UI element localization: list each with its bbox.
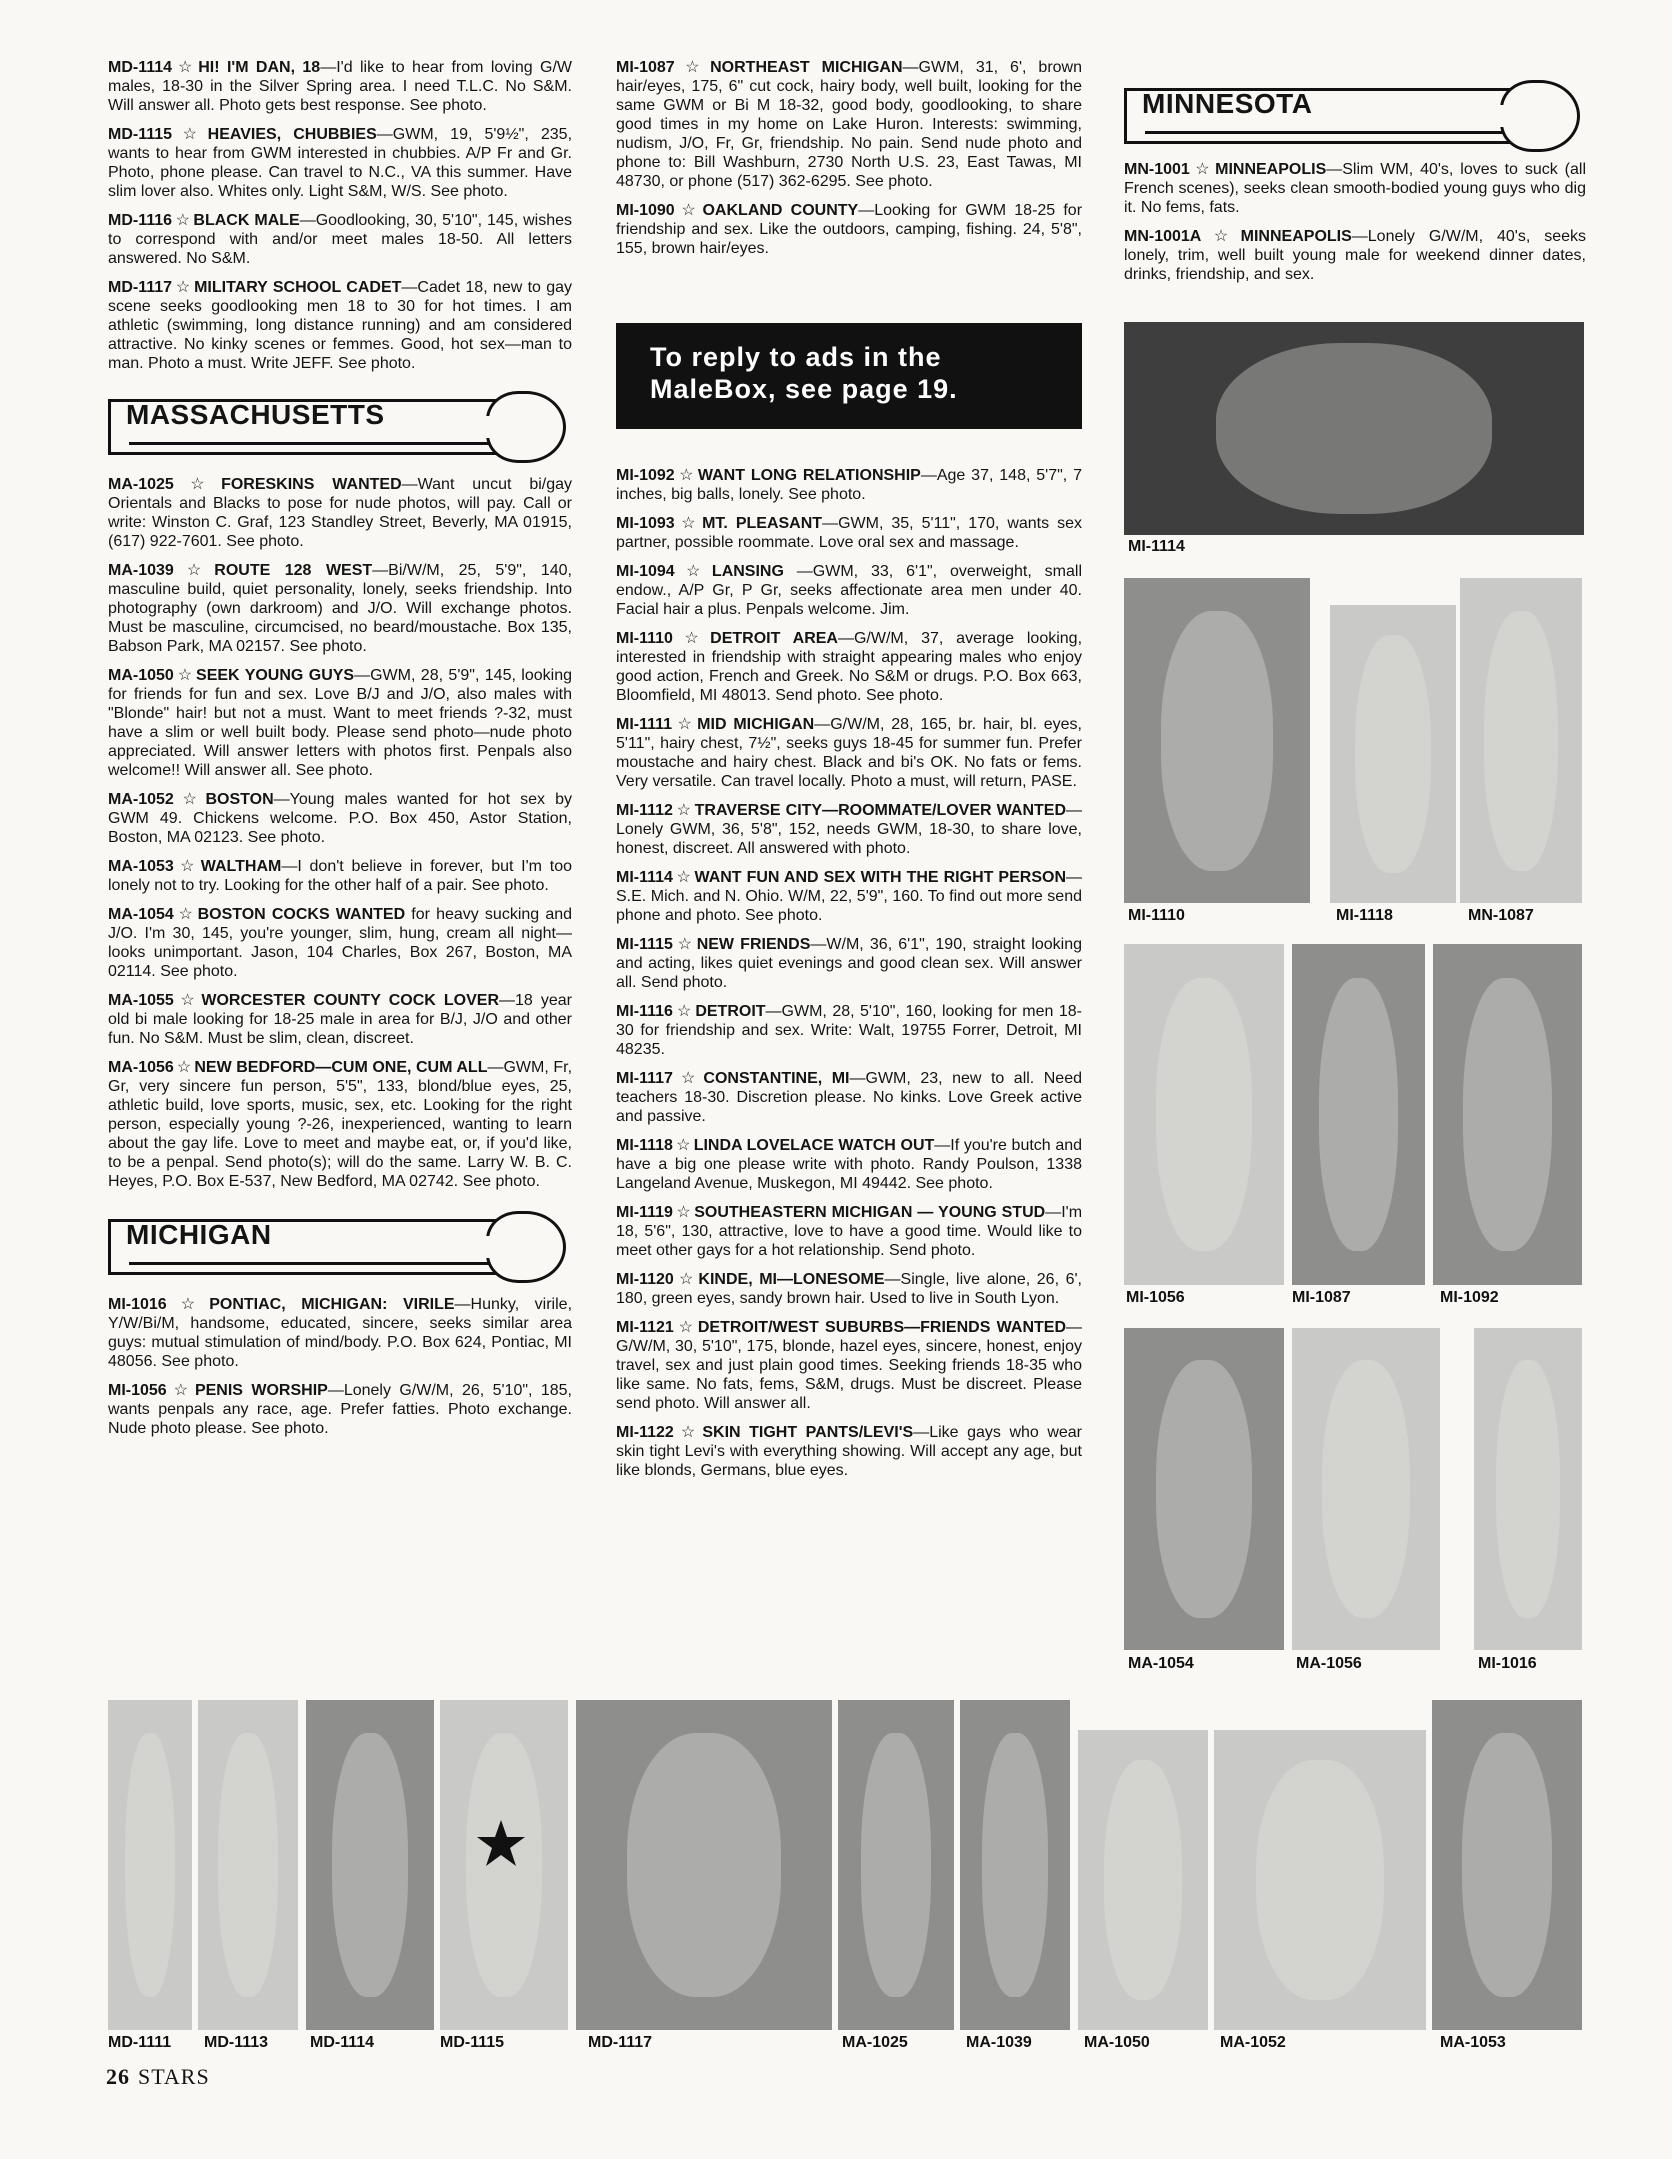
photo xyxy=(1124,944,1284,1285)
classified-ad xyxy=(616,1423,1082,1480)
star-icon: ☆ xyxy=(176,476,219,493)
classified-ad xyxy=(108,1295,572,1371)
ad-headline: NEW FRIENDS xyxy=(696,936,811,953)
left-column xyxy=(108,58,572,1448)
photo-caption: MD-1115 xyxy=(440,2034,505,2051)
ad-id: MD-1115 xyxy=(108,126,173,143)
star-icon: ☆ xyxy=(675,1003,693,1020)
classified-ad xyxy=(1124,227,1586,284)
ad-headline: HI! I'M DAN, 18 xyxy=(198,59,321,76)
ad-headline: WANT FUN AND SEX WITH THE RIGHT PERSON xyxy=(694,869,1067,886)
ad-headline: LINDA LOVELACE WATCH OUT xyxy=(693,1137,935,1154)
photo xyxy=(1432,1700,1582,2030)
magazine-name: STARS xyxy=(138,2064,210,2089)
photo xyxy=(1460,578,1582,903)
ad-id: MI-1112 xyxy=(616,802,673,819)
classified-ad xyxy=(108,857,572,895)
ad-headline: MINNEAPOLIS xyxy=(1215,161,1327,178)
ad-id: MI-1090 xyxy=(616,202,675,219)
ad-headline: HEAVIES, CHUBBIES xyxy=(207,126,377,143)
star-icon: ☆ xyxy=(675,630,708,647)
photo xyxy=(108,1700,192,2030)
ad-headline: FORESKINS WANTED xyxy=(221,476,402,493)
ad-body: —Lonely G/W/M, 40's, seeks lonely, trim, well built young male for weekend dinner dates, drinks, friendship, and sex. xyxy=(1124,228,1586,283)
ad-id: MI-1111 xyxy=(616,716,673,733)
photo-caption: MN-1087 xyxy=(1468,907,1534,924)
ad-body: —GWM, 28, 5'10", 160, looking for men 18-30 for friendship and sex. Write: Walt, 19755 Forrer, Detroit, MI 48235. xyxy=(616,1003,1083,1058)
photo xyxy=(1214,1730,1426,2030)
classified-ad xyxy=(616,935,1082,992)
photo xyxy=(1474,1328,1582,1650)
photo-caption: MA-1039 xyxy=(966,2034,1032,2051)
ad-headline: MT. PLEASANT xyxy=(702,515,823,532)
classified-ad xyxy=(108,125,572,201)
star-icon: ☆ xyxy=(675,869,692,886)
ad-body: —G/W/M, 37, average looking, interested in friendship with straight appearing males who enjoy good action, French and Greek. No S&M or drugs. P.O. Box 663, Bloomfield, MI 48013. Send photo. See photo. xyxy=(616,630,1083,704)
classified-ad xyxy=(616,466,1082,504)
ad-body: —Age 37, 148, 5'7", 7 inches, big balls, lonely. See photo. xyxy=(616,467,1082,503)
photo xyxy=(1078,1730,1208,2030)
classified-ad xyxy=(108,278,572,373)
ad-body: —Cadet 18, new to gay scene seeks goodlooking men 18 to 30 for hot times. I am athletic (swimming, long distance running) and am considered attractive. No kinky scenes or femmes. Good, hot sex—man to man. Photo a must. Write JEFF. See photo. xyxy=(108,279,572,372)
ad-headline: DETROIT/WEST SUBURBS—FRIENDS WANTED xyxy=(697,1319,1066,1336)
ad-headline: DETROIT xyxy=(695,1003,766,1020)
right-column xyxy=(1124,80,1586,294)
star-icon: ☆ xyxy=(176,562,212,579)
ad-headline: LANSING xyxy=(711,563,784,580)
classified-ad xyxy=(108,1058,572,1191)
ad-body: —GWM, Fr, Gr, very sincere fun person, 5'5", 133, blond/blue eyes, 25, athletic build, love sports, music, sex, etc. Looking for the right person, especially young ?-26, inexperienced, wanting to learn about the gay life. Love to meet and maybe eat, or, if you'd like, to be a penpal. Send photo(s); will do the same. Larry W. B. C. Heyes, P.O. Box E-537, New Bedford, MA 02742. See photo. xyxy=(108,1059,573,1190)
ad-id: MI-1116 xyxy=(616,1003,673,1020)
ad-headline: CONSTANTINE, MI xyxy=(703,1070,850,1087)
classified-ad xyxy=(616,801,1082,858)
star-icon: ☆ xyxy=(677,467,695,484)
ad-headline: MID MICHIGAN xyxy=(697,716,815,733)
ad-id: MI-1115 xyxy=(616,936,673,953)
ad-body: —W/M, 36, 6'1", 190, straight looking and acting, likes quiet evenings and good clean sex. Will answer all. Send photo. xyxy=(616,936,1083,991)
ad-id: MA-1055 xyxy=(108,992,174,1009)
photo-caption: MA-1025 xyxy=(842,2034,908,2051)
ad-id: MI-1056 xyxy=(108,1382,167,1399)
star-icon: ☆ xyxy=(675,716,695,733)
ad-body: —Hunky, virile, Y/W/Bi/M, handsome, educated, sincere, seeks similar area guys: mutual stimulation of mind/body. P.O. Box 624, Pontiac, MI 48056. See photo. xyxy=(108,1296,573,1370)
ad-body: —GWM, 23, new to all. Need teachers 18-30. Discretion please. No kinks. Love Greek active and passive. xyxy=(616,1070,1082,1125)
ad-id: MI-1120 xyxy=(616,1271,674,1288)
photo-caption: MA-1056 xyxy=(1296,1655,1362,1672)
ad-headline: NORTHEAST MICHIGAN xyxy=(710,59,903,76)
photo-caption: MI-1092 xyxy=(1440,1289,1499,1306)
star-icon: ☆ xyxy=(175,59,196,76)
ad-body: —Looking for GWM 18-25 for friendship and sex. Like the outdoors, camping, fishing. 24, 5'8", 155, brown hair/eyes. xyxy=(616,202,1083,257)
section-header-minnesota xyxy=(1124,80,1586,142)
ad-headline: MINNEAPOLIS xyxy=(1240,228,1352,245)
reply-notice-line-2: MaleBox, see page 19. xyxy=(650,374,958,404)
ad-headline: SKIN TIGHT PANTS/LEVI'S xyxy=(702,1424,914,1441)
photo xyxy=(1433,944,1582,1285)
ad-headline: OAKLAND COUNTY xyxy=(702,202,859,219)
ad-id: MI-1117 xyxy=(616,1070,673,1087)
ad-body: —Young males wanted for hot sex by GWM 49. Chickens welcome. P.O. Box 450, Astor Station, Boston, MA 02123. See photo. xyxy=(108,791,573,846)
classified-ad xyxy=(616,201,1082,258)
star-icon: ☆ xyxy=(169,1296,207,1313)
star-icon: ☆ xyxy=(1192,161,1213,178)
photo-caption: MI-1016 xyxy=(1478,1655,1537,1672)
classified-ad xyxy=(108,211,572,268)
ad-body: —If you're butch and have a big one please write with photo. Randy Poulson, 1338 Langeland Avenue, Muskegon, MI 49442. See photo. xyxy=(616,1137,1083,1192)
ad-id: MI-1119 xyxy=(616,1204,673,1221)
classified-ad xyxy=(616,629,1082,705)
reply-notice-box xyxy=(616,323,1082,429)
ad-body: —S.E. Mich. and N. Ohio. W/M, 22, 5'9", 160. To find out more send phone and photo. See photo. xyxy=(616,869,1083,924)
photo-caption: MI-1087 xyxy=(1292,1289,1351,1306)
ad-body: —I don't believe in forever, but I'm too lonely not to try. Looking for the other half of a pair. See photo. xyxy=(108,858,572,894)
classified-ad xyxy=(108,561,572,656)
classified-ad xyxy=(108,58,572,115)
classified-ad xyxy=(616,562,1082,619)
photo xyxy=(838,1700,954,2030)
ad-body: —GWM, 28, 5'9", 145, looking for friends for fun and sex. Love B/J and J/O, also males with "Blonde" hair! but not a must. Want to meet friends ?-32, must have a slim or well built body. Please send photo—nude photo appreciated. Will answer letters with photos first. Penpals also welcome!! Will answer all. See photo. xyxy=(108,667,572,779)
ad-body: —Bi/W/M, 25, 5'9", 140, masculine build, quiet personality, lonely, seeks friendship. Into photography (own darkroom) and J/O. Will exchange photos. Must be masculine, circumcised, no beard/moustache. Box 135, Babson Park, MA 02157. See photo. xyxy=(108,562,573,655)
ad-id: MI-1016 xyxy=(108,1296,167,1313)
ad-id: MI-1121 xyxy=(616,1319,674,1336)
ad-id: MI-1118 xyxy=(616,1137,673,1154)
middle-column xyxy=(616,58,1082,268)
star-icon: ☆ xyxy=(176,858,198,875)
photo xyxy=(1330,605,1456,903)
ad-body: —Lonely G/W/M, 26, 5'10", 185, wants penpals any race, age. Prefer fatties. Photo exchange. Nude photo please. See photo. xyxy=(108,1382,573,1437)
classified-ad xyxy=(616,1136,1082,1193)
page-footer xyxy=(106,2064,210,2090)
ad-id: MI-1087 xyxy=(616,59,675,76)
classified-ad xyxy=(108,905,572,981)
photo xyxy=(306,1700,434,2030)
section-knob xyxy=(1500,80,1580,152)
star-icon: ☆ xyxy=(675,1204,692,1221)
photo xyxy=(440,1700,568,2030)
ad-headline: KINDE, MI—LONESOME xyxy=(698,1271,885,1288)
section-header-massachusetts xyxy=(108,391,572,453)
star-icon: ☆ xyxy=(675,802,692,819)
ad-body: —GWM, 31, 6', brown hair/eyes, 175, 6" cut cock, hairy body, well built, looking for the same GWM or Bi M 18-32, good body, goodlooking, to share good times in my home on Lake Huron. Interests: swimming, nudism, J/O, Fr, Gr, friendship. No pain. Send nude photo and phone to: Bill Washburn, 2730 North U.S. 23, East Tawas, MI 48730, or phone (517) 362-6295. See photo. xyxy=(616,59,1082,190)
ad-headline: TRAVERSE CITY—ROOMMATE/LOVER WANTED xyxy=(694,802,1067,819)
ad-headline: SOUTHEASTERN MICHIGAN — YOUNG STUD xyxy=(694,1204,1046,1221)
section-title: MASSACHUSETTS xyxy=(126,399,385,430)
ad-id: MI-1094 xyxy=(616,563,675,580)
classified-ad xyxy=(616,1069,1082,1126)
classified-ad xyxy=(108,475,572,551)
classified-ad xyxy=(1124,160,1586,217)
photo-caption: MA-1054 xyxy=(1128,1655,1194,1672)
classified-ad xyxy=(616,1318,1082,1413)
ad-body: —Like gays who wear skin tight Levi's with everything showing. Will accept any age, but like blonds, Germans, blue eyes. xyxy=(616,1424,1083,1479)
classified-ad xyxy=(108,790,572,847)
ad-id: MA-1025 xyxy=(108,476,174,493)
photo xyxy=(576,1700,832,2030)
classified-ad xyxy=(616,868,1082,925)
ad-headline: NEW BEDFORD—CUM ONE, CUM ALL xyxy=(194,1059,488,1076)
ad-id: MA-1053 xyxy=(108,858,174,875)
star-icon: ☆ xyxy=(1204,228,1238,245)
photo xyxy=(1292,944,1425,1285)
photo-caption: MI-1118 xyxy=(1336,907,1393,924)
star-icon: ☆ xyxy=(676,1424,700,1441)
photo-caption: MA-1052 xyxy=(1220,2034,1286,2051)
section-title: MINNESOTA xyxy=(1142,88,1313,119)
classified-ad xyxy=(108,991,572,1048)
ad-id: MD-1116 xyxy=(108,212,173,229)
photo xyxy=(198,1700,298,2030)
ad-id: MN-1001 xyxy=(1124,161,1190,178)
ad-body: —GWM, 33, 6'1", overweight, small endow., A/P Gr, P Gr, seeks affectionate area men under 40. Facial hair a plus. Penpals welcome. Jim. xyxy=(616,563,1083,618)
ad-id: MI-1114 xyxy=(616,869,673,886)
classified-ad xyxy=(616,1270,1082,1308)
photo-caption: MI-1114 xyxy=(1128,538,1185,555)
ad-id: MA-1052 xyxy=(108,791,174,808)
star-icon: ☆ xyxy=(169,1382,192,1399)
reply-notice-line-1: To reply to ads in the xyxy=(650,342,942,372)
ad-headline: WALTHAM xyxy=(200,858,282,875)
ad-id: MA-1050 xyxy=(108,667,174,684)
section-knob xyxy=(486,391,566,463)
star-icon: ☆ xyxy=(675,936,694,953)
ad-body: —18 year old bi male looking for 18-25 male in area for B/J, J/O and other fun. No S&M. Must be slim, clean, discreet. xyxy=(108,992,573,1047)
ad-id: MA-1056 xyxy=(108,1059,174,1076)
section-header-michigan xyxy=(108,1211,572,1273)
ad-headline: BOSTON COCKS WANTED xyxy=(197,906,406,923)
photo-caption: MD-1111 xyxy=(108,2034,172,2051)
classified-ad xyxy=(616,1002,1082,1059)
ad-body: —GWM, 35, 5'11", 170, wants sex partner, possible roommate. Love oral sex and massage. xyxy=(616,515,1082,551)
star-icon: ☆ xyxy=(675,1137,691,1154)
photo-caption: MA-1050 xyxy=(1084,2034,1150,2051)
ad-body: —GWM, 19, 5'9½", 235, wants to hear from GWM interested in chubbies. A/P Fr and Gr. Photo, phone please. Can travel to N.C., VA this summer. Have slim lover also. Whites only. Light S&M, W/S. See photo. xyxy=(108,126,573,200)
ad-body: —G/W/M, 28, 165, br. hair, bl. eyes, 5'11", hairy chest, 7½", seeks guys 18-45 for summer fun. Prefer moustache and hairy chest. Black and bi's OK. No fats or fems. Very versatile. Can travel locally. Photo a must, will return, PASE. xyxy=(616,716,1082,790)
ad-headline: BOSTON xyxy=(205,791,274,808)
star-icon: ☆ xyxy=(175,126,205,143)
ad-body: —Single, live alone, 26, 6', 180, green eyes, sandy brown hair. Used to live in South Lyon. xyxy=(616,1271,1082,1307)
middle-column-lower xyxy=(616,466,1082,1490)
ad-headline: SEEK YOUNG GUYS xyxy=(196,667,355,684)
classified-ad xyxy=(616,1203,1082,1260)
section-title: MICHIGAN xyxy=(126,1219,272,1250)
ad-headline: BLACK MALE xyxy=(193,212,300,229)
photo-caption: MD-1113 xyxy=(204,2034,269,2051)
classified-ad xyxy=(616,514,1082,552)
ad-id: MD-1114 xyxy=(108,59,173,76)
ad-id: MI-1092 xyxy=(616,467,675,484)
star-icon: ☆ xyxy=(176,992,199,1009)
ad-id: MA-1054 xyxy=(108,906,174,923)
ad-headline: ROUTE 128 WEST xyxy=(214,562,373,579)
ad-body: —Goodlooking, 30, 5'10", 145, wishes to correspond with and/or meet males 18-50. All letters answered. No S&M. xyxy=(108,212,572,267)
star-icon: ☆ xyxy=(176,667,194,684)
photo-caption: MI-1110 xyxy=(1128,907,1185,924)
photo xyxy=(1124,1328,1284,1650)
photo xyxy=(1292,1328,1440,1650)
photo xyxy=(1124,322,1584,535)
star-icon: ☆ xyxy=(676,1319,695,1336)
photo-caption: MA-1053 xyxy=(1440,2034,1506,2051)
star-icon: ☆ xyxy=(677,515,700,532)
ad-headline: PENIS WORSHIP xyxy=(194,1382,328,1399)
ad-headline: DETROIT AREA xyxy=(710,630,838,647)
ad-id: MA-1039 xyxy=(108,562,174,579)
classified-ad xyxy=(616,58,1082,191)
star-icon: ☆ xyxy=(677,202,700,219)
ad-headline: WORCESTER COUNTY COCK LOVER xyxy=(201,992,500,1009)
ad-id: MN-1001A xyxy=(1124,228,1202,245)
ad-headline: WANT LONG RELATIONSHIP xyxy=(697,467,921,484)
photo xyxy=(960,1700,1070,2030)
star-icon: ☆ xyxy=(176,791,203,808)
photo xyxy=(1124,578,1310,903)
star-icon: ☆ xyxy=(176,1059,192,1076)
classified-ad xyxy=(108,666,572,780)
ad-id: MI-1122 xyxy=(616,1424,674,1441)
ad-body: —G/W/M, 30, 5'10", 175, blonde, hazel eyes, sincere, honest, enjoy travel, sex and just plain good times. Seeking friends 18-35 who like same. No fats, fems, S&M, drugs. Must be discreet. Please send photo. Will answer all. xyxy=(616,1319,1082,1412)
star-icon: ☆ xyxy=(677,563,709,580)
classified-ad xyxy=(108,1381,572,1438)
ad-body: —Slim WM, 40's, loves to suck (all French scenes), seeks clean smooth-bodied young guys who dig it. No fems, fats. xyxy=(1124,161,1587,216)
ad-body: for heavy sucking and J/O. I'm 30, 145, you're younger, slim, hung, cream all night—looks unimportant. Jason, 104 Charles, Box 267, Boston, MA 02114. See photo. xyxy=(108,906,573,980)
photo-caption: MD-1114 xyxy=(310,2034,375,2051)
star-icon: ☆ xyxy=(176,906,195,923)
star-icon: ☆ xyxy=(175,212,191,229)
section-knob xyxy=(486,1211,566,1283)
photo-caption: MI-1056 xyxy=(1126,1289,1185,1306)
ad-headline: MILITARY SCHOOL CADET xyxy=(194,279,402,296)
ad-body: —Lonely GWM, 36, 5'8", 152, needs GWM, 18-30, to share love, honest, discreet. All answered with photo. xyxy=(616,802,1083,857)
classified-ad xyxy=(616,715,1082,791)
star-icon: ☆ xyxy=(677,59,708,76)
ad-body: —I'm 18, 5'6", 130, attractive, love to have a good time. Would like to meet other gays for a hot relationship. Send photo. xyxy=(616,1204,1083,1259)
photo-caption: MD-1117 xyxy=(588,2034,653,2051)
page-number: 26 xyxy=(106,2064,130,2089)
star-censor-icon xyxy=(476,1818,526,1868)
star-icon: ☆ xyxy=(676,1271,696,1288)
ad-id: MD-1117 xyxy=(108,279,173,296)
ad-headline: PONTIAC, MICHIGAN: VIRILE xyxy=(209,1296,455,1313)
ad-id: MI-1110 xyxy=(616,630,673,647)
ad-id: MI-1093 xyxy=(616,515,675,532)
ad-body: —I'd like to hear from loving G/W males, 18-30 in the Silver Spring area. I need T.L.C. No S&M. Will answer all. Photo gets best response. See photo. xyxy=(108,59,572,114)
star-icon: ☆ xyxy=(675,1070,701,1087)
ad-body: —Want uncut bi/gay Orientals and Blacks to pose for nude photos, will pay. Call or write: Winston C. Graf, 123 Standley Street, Beverly, MA 01915, (617) 922-7601. See photo. xyxy=(108,476,573,550)
star-icon: ☆ xyxy=(175,279,192,296)
